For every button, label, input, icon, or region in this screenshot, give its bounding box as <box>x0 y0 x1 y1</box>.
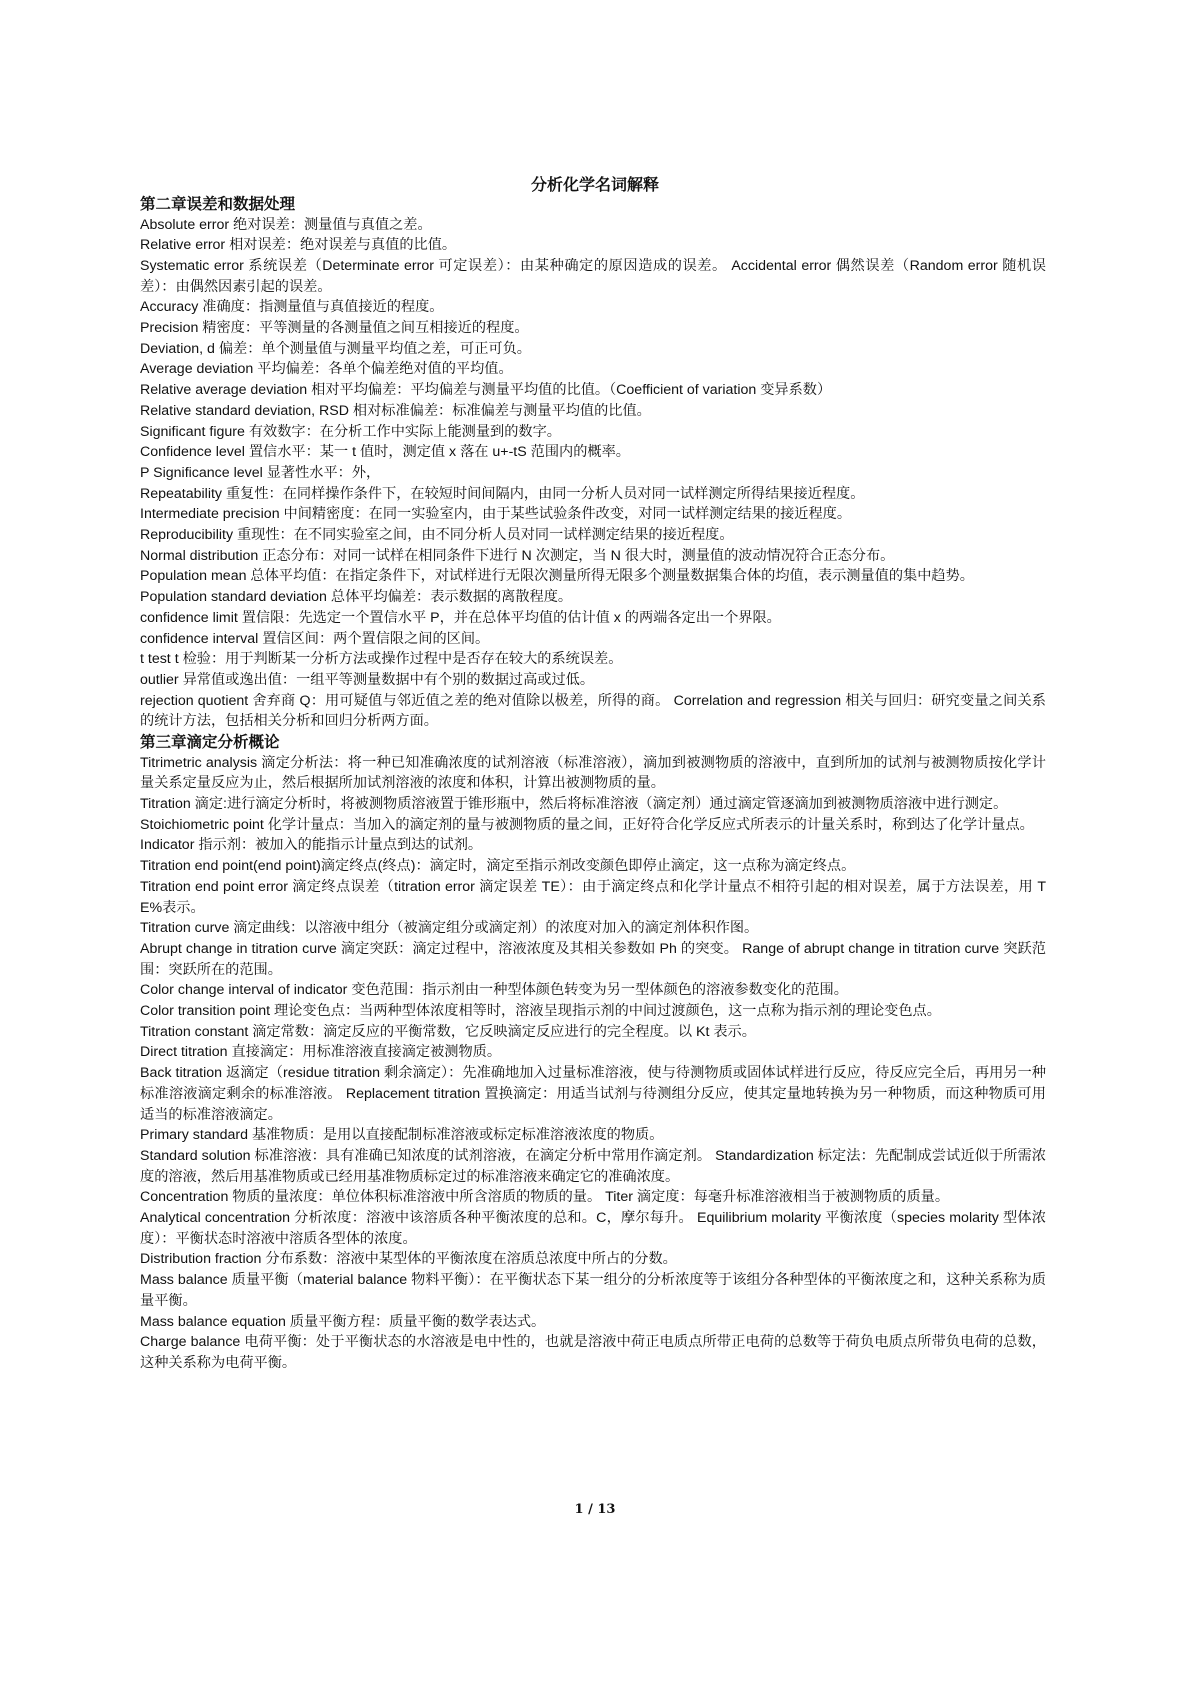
term-definition: Absolute error 绝对误差：测量值与真值之差。 <box>140 216 432 233</box>
term-definition: Intermediate precision 中间精密度：在同一实验室内，由于某些试验条件改变，对同一试样测定结果的接近程度。 <box>140 506 852 523</box>
page-number: 1 / 13 <box>574 1502 616 1517</box>
term-definition: Color transition point 理论变色点：当两种型体浓度相等时，溶液呈现指示剂的中间过渡颜色，这一点称为指示剂的理论变色点。 <box>140 1003 941 1020</box>
term-definition: Direct titration 直接滴定：用标准溶液直接滴定被测物质。 <box>140 1044 502 1061</box>
term-definition: Abrupt change in titration curve 滴定突跃：滴定过程中，溶液浓度及其相关参数如 Ph 的突变。 Range of abrupt change in titration curve 突跃范围：突跃所在的范围。 <box>140 940 1046 978</box>
document-title: 分析化学名词解释 <box>530 175 659 194</box>
term-definition: Stoichiometric point 化学计量点：当加入的滴定剂的量与被测物质的量之间，正好符合化学反应式所表示的计量关系时，称到达了化学计量点。 <box>140 816 1034 833</box>
term-definition: rejection quotient 舍弃商 Q：用可疑值与邻近值之差的绝对值除以极差，所得的商。 Correlation and regression 相关与回归：研究变量之间关系的统计方法，包括相关分析和回归分析两方面。 <box>140 692 1046 730</box>
term-definition: Standard solution 标准溶液：具有准确已知浓度的试剂溶液，在滴定分析中常用作滴定剂。 Standardization 标定法：先配制成尝试近似于所需浓度的溶液，然后用基准物质或已经用基准物质标定过的标准溶液来确定它的准确浓度。 <box>140 1147 1046 1185</box>
chapter-heading: 第三章滴定分析概论 <box>140 732 280 752</box>
term-definition: Systematic error 系统误差（Determinate error 可定误差）：由某种确定的原因造成的误差。 Accidental error 偶然误差（Random error 随机误差）：由偶然因素引起的误差。 <box>140 257 1046 295</box>
term-definition: Repeatability 重复性：在同样操作条件下，在较短时间间隔内，由同一分析人员对同一试样测定所得结果接近程度。 <box>140 485 865 502</box>
term-definition: Relative standard deviation, RSD 相对标准偏差：标准偏差与测量平均值的比值。 <box>140 402 651 419</box>
term-definition: Indicator 指示剂：被加入的能指示计量点到达的试剂。 <box>140 837 483 854</box>
term-definition: Titration 滴定:进行滴定分析时，将被测物质溶液置于锥形瓶中，然后将标准溶液（滴定剂）通过滴定管逐滴加到被测物质溶液中进行测定。 <box>140 795 1008 812</box>
term-definition: Normal distribution 正态分布：对同一试样在相同条件下进行 N 次测定，当 N 很大时，测量值的波动情况符合正态分布。 <box>140 547 895 564</box>
term-definition: confidence limit 置信限：先选定一个置信水平 P，并在总体平均值的估计值 x 的两端各定出一个界限。 <box>140 609 781 626</box>
document-body <box>140 194 1046 1374</box>
term-definition: Relative average deviation 相对平均偏差：平均偏差与测量平均值的比值。（Coefficient of variation 变异系数） <box>140 382 832 399</box>
term-definition: Back titration 返滴定（residue titration 剩余滴定）：先准确地加入过量标准溶液，使与待测物质或固体试样进行反应，待反应完全后，再用另一种标准溶液滴定剩余的标准溶液。 Replacement titration 置换滴定：用适当试剂与待测组分反应，使其定量地转换为另一种物质，而这种物质可用适当的标准溶液滴定。 <box>140 1065 1046 1123</box>
term-definition: Precision 精密度：平等测量的各测量值之间互相接近的程度。 <box>140 320 529 337</box>
term-definition: Distribution fraction 分布系数：溶液中某型体的平衡浓度在溶质总浓度中所占的分数。 <box>140 1251 677 1268</box>
term-definition: Population mean 总体平均值：在指定条件下，对试样进行无限次测量所得无限多个测量数据集合体的均值，表示测量值的集中趋势。 <box>140 568 974 585</box>
term-definition: Titration end point error 滴定终点误差（titration error 滴定误差 TE）：由于滴定终点和化学计量点不相符引起的相对误差，属于方法误差，用 TE%表示。 <box>140 878 1046 916</box>
term-definition: Mass balance 质量平衡（material balance 物料平衡）：在平衡状态下某一组分的分析浓度等于该组分各种型体的平衡浓度之和，这种关系称为质量平衡。 <box>140 1272 1046 1309</box>
term-definition: t test t 检验：用于判断某一分析方法或操作过程中是否存在较大的系统误差。 <box>140 651 623 668</box>
chapter-heading: 第二章误差和数据处理 <box>140 194 296 213</box>
term-definition: Mass balance equation 质量平衡方程：质量平衡的数学表达式。 <box>140 1313 546 1330</box>
term-definition: Color change interval of indicator 变色范围：指示剂由一种型体颜色转变为另一型体颜色的溶液参数变化的范围。 <box>140 982 848 999</box>
term-definition: Charge balance 电荷平衡：处于平衡状态的水溶液是电中性的，也就是溶液中荷正电质点所带正电荷的总数等于荷负电质点所带负电荷的总数，这种关系称为电荷平衡。 <box>140 1334 1046 1371</box>
term-definition: Titration end point(end point)滴定终点(终点)：滴定时，滴定至指示剂改变颜色即停止滴定，这一点称为滴定终点。 <box>140 858 856 875</box>
term-definition: Population standard deviation 总体平均偏差：表示数据的离散程度。 <box>140 589 573 606</box>
term-definition: Deviation, d 偏差：单个测量值与测量平均值之差，可正可负。 <box>140 340 531 357</box>
term-definition: Concentration 物质的量浓度：单位体积标准溶液中所含溶质的物质的量。 Titer 滴定度：每毫升标准溶液相当于被测物质的质量。 <box>140 1189 950 1206</box>
term-definition: Reproducibility 重现性：在不同实验室之间，由不同分析人员对同一试样测定结果的接近程度。 <box>140 527 734 544</box>
term-definition: Average deviation 平均偏差：各单个偏差绝对值的平均值。 <box>140 361 513 378</box>
term-definition: Titration constant 滴定常数：滴定反应的平衡常数，它反映滴定反应进行的完全程度。以 Kt 表示。 <box>140 1023 756 1040</box>
term-definition: confidence interval 置信区间：两个置信限之间的区间。 <box>140 630 490 647</box>
term-definition: Analytical concentration 分析浓度：溶液中该溶质各种平衡浓度的总和。C，摩尔每升。 Equilibrium molarity 平衡浓度（species molarity 型体浓度）：平衡状态时溶液中溶质各型体的浓度。 <box>140 1210 1046 1247</box>
term-definition: Relative error 相对误差：绝对误差与真值的比值。 <box>140 237 457 254</box>
term-definition: P Significance level 显著性水平：外， <box>140 464 381 481</box>
term-definition: Significant figure 有效数字：在分析工作中实际上能测量到的数字。 <box>140 423 561 440</box>
term-definition: Accuracy 准确度：指测量值与真值接近的程度。 <box>140 299 444 316</box>
term-definition: outlier 异常值或逸出值：一组平等测量数据中有个别的数据过高或过低。 <box>140 671 595 688</box>
term-definition: Titration curve 滴定曲线：以溶液中组分（被滴定组分或滴定剂）的浓度对加入的滴定剂体积作图。 <box>140 920 759 937</box>
term-definition: Titrimetric analysis 滴定分析法：将一种已知准确浓度的试剂溶液（标准溶液），滴加到被测物质的溶液中，直到所加的试剂与被测物质按化学计量关系定量反应为止，然后根据所加试剂溶液的浓度和体积，计算出被测物质的量。 <box>140 754 1046 792</box>
term-definition: Primary standard 基准物质：是用以直接配制标准溶液或标定标准溶液浓度的物质。 <box>140 1127 664 1144</box>
term-definition: Confidence level 置信水平：某一 t 值时，测定值 x 落在 u+-tS 范围内的概率。 <box>140 444 630 461</box>
